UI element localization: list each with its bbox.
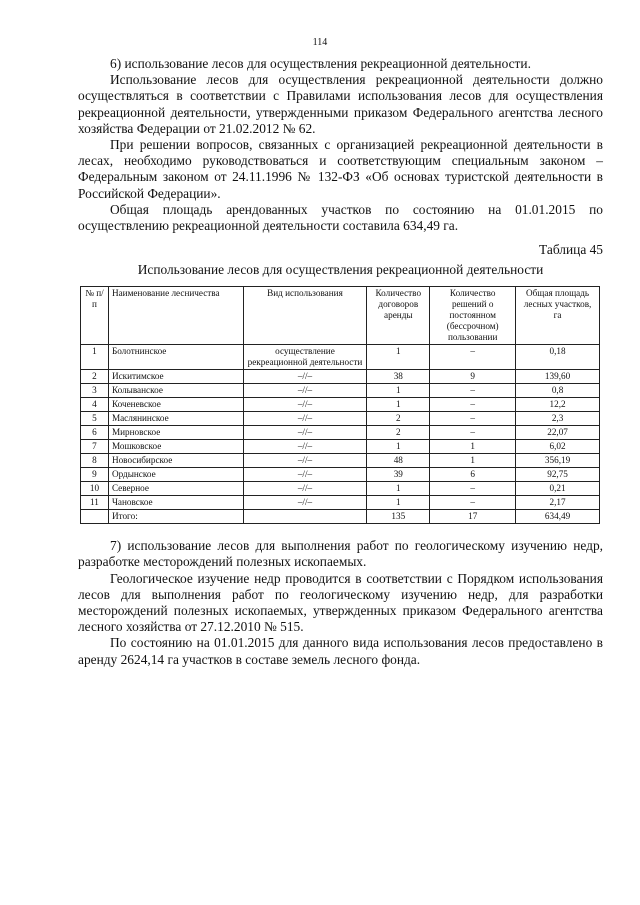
cell-total-area: 356,19: [516, 454, 600, 468]
cell-use-type: –//–: [243, 496, 367, 510]
cell-total-area: 2,17: [516, 496, 600, 510]
total-cell-number: [81, 510, 109, 524]
table-row: [81, 398, 600, 412]
paragraph-leased-area: Общая площадь арендованных участков по состоянию на 01.01.2015 по осуществлению рекреационной деятельности составила 634,49 га.: [78, 201, 603, 234]
table-caption: Таблица 45: [539, 242, 603, 258]
cell-number: 1: [81, 345, 109, 370]
header-use-type: Вид использования: [243, 287, 367, 345]
cell-forestry-name: Колыванское: [108, 384, 243, 398]
cell-forestry-name: Коченевское: [108, 398, 243, 412]
cell-lease-count: 1: [367, 482, 430, 496]
paragraph-geology-rules: Геологическое изучение недр проводится в соответствии с Порядком использования лесов для выполнения работ по геологическому изучению недр, для разработки месторождений полезных ископаемых, утвержденных приказом Федерального агентства лесного хозяйства от 27.12.2010 № 515.: [78, 570, 603, 635]
paragraph-geology-heading: 7) использование лесов для выполнения работ по геологическому изучению недр, разработке месторождений полезных ископаемых.: [78, 538, 603, 570]
header-forestry-name: Наименование лесничества: [108, 287, 243, 345]
table-row: [81, 370, 600, 384]
cell-use-type: –//–: [243, 426, 367, 440]
cell-use-type: –//–: [243, 384, 367, 398]
cell-forestry-name: Северное: [108, 482, 243, 496]
cell-forestry-name: Болотнинское: [108, 345, 243, 370]
table-row: [81, 468, 600, 482]
cell-use-type: –//–: [243, 412, 367, 426]
cell-decision-count: 1: [430, 454, 516, 468]
document-body: [78, 56, 603, 668]
header-decision-count: Количество решений о постоянном (бессрочном) пользовании: [430, 287, 516, 345]
cell-number: 4: [81, 398, 109, 412]
cell-number: 7: [81, 440, 109, 454]
cell-decision-count: –: [430, 482, 516, 496]
cell-use-type: –//–: [243, 482, 367, 496]
paragraph-geology-area: По состоянию на 01.01.2015 для данного вида использования лесов предоставлено в аренду 2624,14 га участков в составе земель лесного фонда.: [78, 635, 603, 667]
cell-lease-count: 39: [367, 468, 430, 482]
cell-lease-count: 1: [367, 496, 430, 510]
cell-total-area: 0,18: [516, 345, 600, 370]
total-cell-decision-count: 17: [430, 510, 516, 524]
cell-use-type: осуществление рекреационной деятельности: [243, 345, 367, 370]
cell-lease-count: 38: [367, 370, 430, 384]
cell-use-type: –//–: [243, 440, 367, 454]
table-row: [81, 345, 600, 370]
cell-decision-count: –: [430, 384, 516, 398]
cell-decision-count: –: [430, 426, 516, 440]
cell-number: 11: [81, 496, 109, 510]
cell-decision-count: –: [430, 496, 516, 510]
cell-forestry-name: Чановское: [108, 496, 243, 510]
cell-decision-count: –: [430, 412, 516, 426]
cell-lease-count: 2: [367, 412, 430, 426]
cell-lease-count: 1: [367, 440, 430, 454]
header-number: № п/п: [81, 287, 109, 345]
paragraph-recreation-rules: Использование лесов для осуществления рекреационной деятельности должно осуществляться в соответствии с Правилами использования лесов для осуществления рекреационной деятельности, утвержденными приказом Федерального агентства лесного хозяйства Федерации от 21.02.2012 № 62.: [78, 72, 603, 136]
cell-decision-count: 9: [430, 370, 516, 384]
cell-total-area: 92,75: [516, 468, 600, 482]
total-cell-use-type: [243, 510, 367, 524]
table-body: [81, 345, 600, 524]
header-total-area: Общая площадь лесных участков, га: [516, 287, 600, 345]
cell-total-area: 0,8: [516, 384, 600, 398]
table-row: [81, 482, 600, 496]
total-cell-total-area: 634,49: [516, 510, 600, 524]
recreation-table: [80, 286, 600, 524]
cell-forestry-name: Маслянинское: [108, 412, 243, 426]
cell-total-area: 2,3: [516, 412, 600, 426]
cell-decision-count: 6: [430, 468, 516, 482]
cell-lease-count: 1: [367, 345, 430, 370]
cell-number: 6: [81, 426, 109, 440]
cell-number: 9: [81, 468, 109, 482]
paragraph-recreation-heading: 6) использование лесов для осуществления рекреационной деятельности.: [110, 56, 531, 71]
cell-lease-count: 48: [367, 454, 430, 468]
cell-decision-count: 1: [430, 440, 516, 454]
cell-use-type: –//–: [243, 398, 367, 412]
cell-forestry-name: Мирновское: [108, 426, 243, 440]
cell-use-type: –//–: [243, 370, 367, 384]
cell-number: 10: [81, 482, 109, 496]
table-row: [81, 454, 600, 468]
cell-forestry-name: Мошковское: [108, 440, 243, 454]
table-header-row: [81, 287, 600, 345]
table-row: [81, 440, 600, 454]
cell-lease-count: 1: [367, 384, 430, 398]
cell-use-type: –//–: [243, 454, 367, 468]
table-row: [81, 412, 600, 426]
cell-total-area: 12,2: [516, 398, 600, 412]
table-title: Использование лесов для осуществления рекреационной деятельности: [137, 262, 544, 278]
cell-number: 5: [81, 412, 109, 426]
cell-total-area: 0,21: [516, 482, 600, 496]
cell-use-type: –//–: [243, 468, 367, 482]
paragraph-tourism-law: При решении вопросов, связанных с организацией рекреационной деятельности в лесах, необходимо руководствоваться и соответствующим специальным законом – Федеральным законом от 24.11.1996 № 132-ФЗ «Об основах туристской деятельности в Российской Федерации».: [78, 137, 603, 201]
cell-total-area: 22,07: [516, 426, 600, 440]
cell-decision-count: –: [430, 398, 516, 412]
cell-forestry-name: Новосибирское: [108, 454, 243, 468]
header-lease-count: Количество договоров аренды: [367, 287, 430, 345]
cell-number: 2: [81, 370, 109, 384]
table-row: [81, 496, 600, 510]
cell-number: 3: [81, 384, 109, 398]
cell-total-area: 6,02: [516, 440, 600, 454]
cell-total-area: 139,60: [516, 370, 600, 384]
cell-forestry-name: Ордынское: [108, 468, 243, 482]
cell-lease-count: 2: [367, 426, 430, 440]
cell-number: 8: [81, 454, 109, 468]
cell-forestry-name: Искитимское: [108, 370, 243, 384]
table-row: [81, 384, 600, 398]
total-cell-forestry-name: Итого:: [108, 510, 243, 524]
cell-lease-count: 1: [367, 398, 430, 412]
table-total-row: [81, 510, 600, 524]
cell-decision-count: –: [430, 345, 516, 370]
table-row: [81, 426, 600, 440]
page-number: 114: [312, 37, 328, 48]
total-cell-lease-count: 135: [367, 510, 430, 524]
